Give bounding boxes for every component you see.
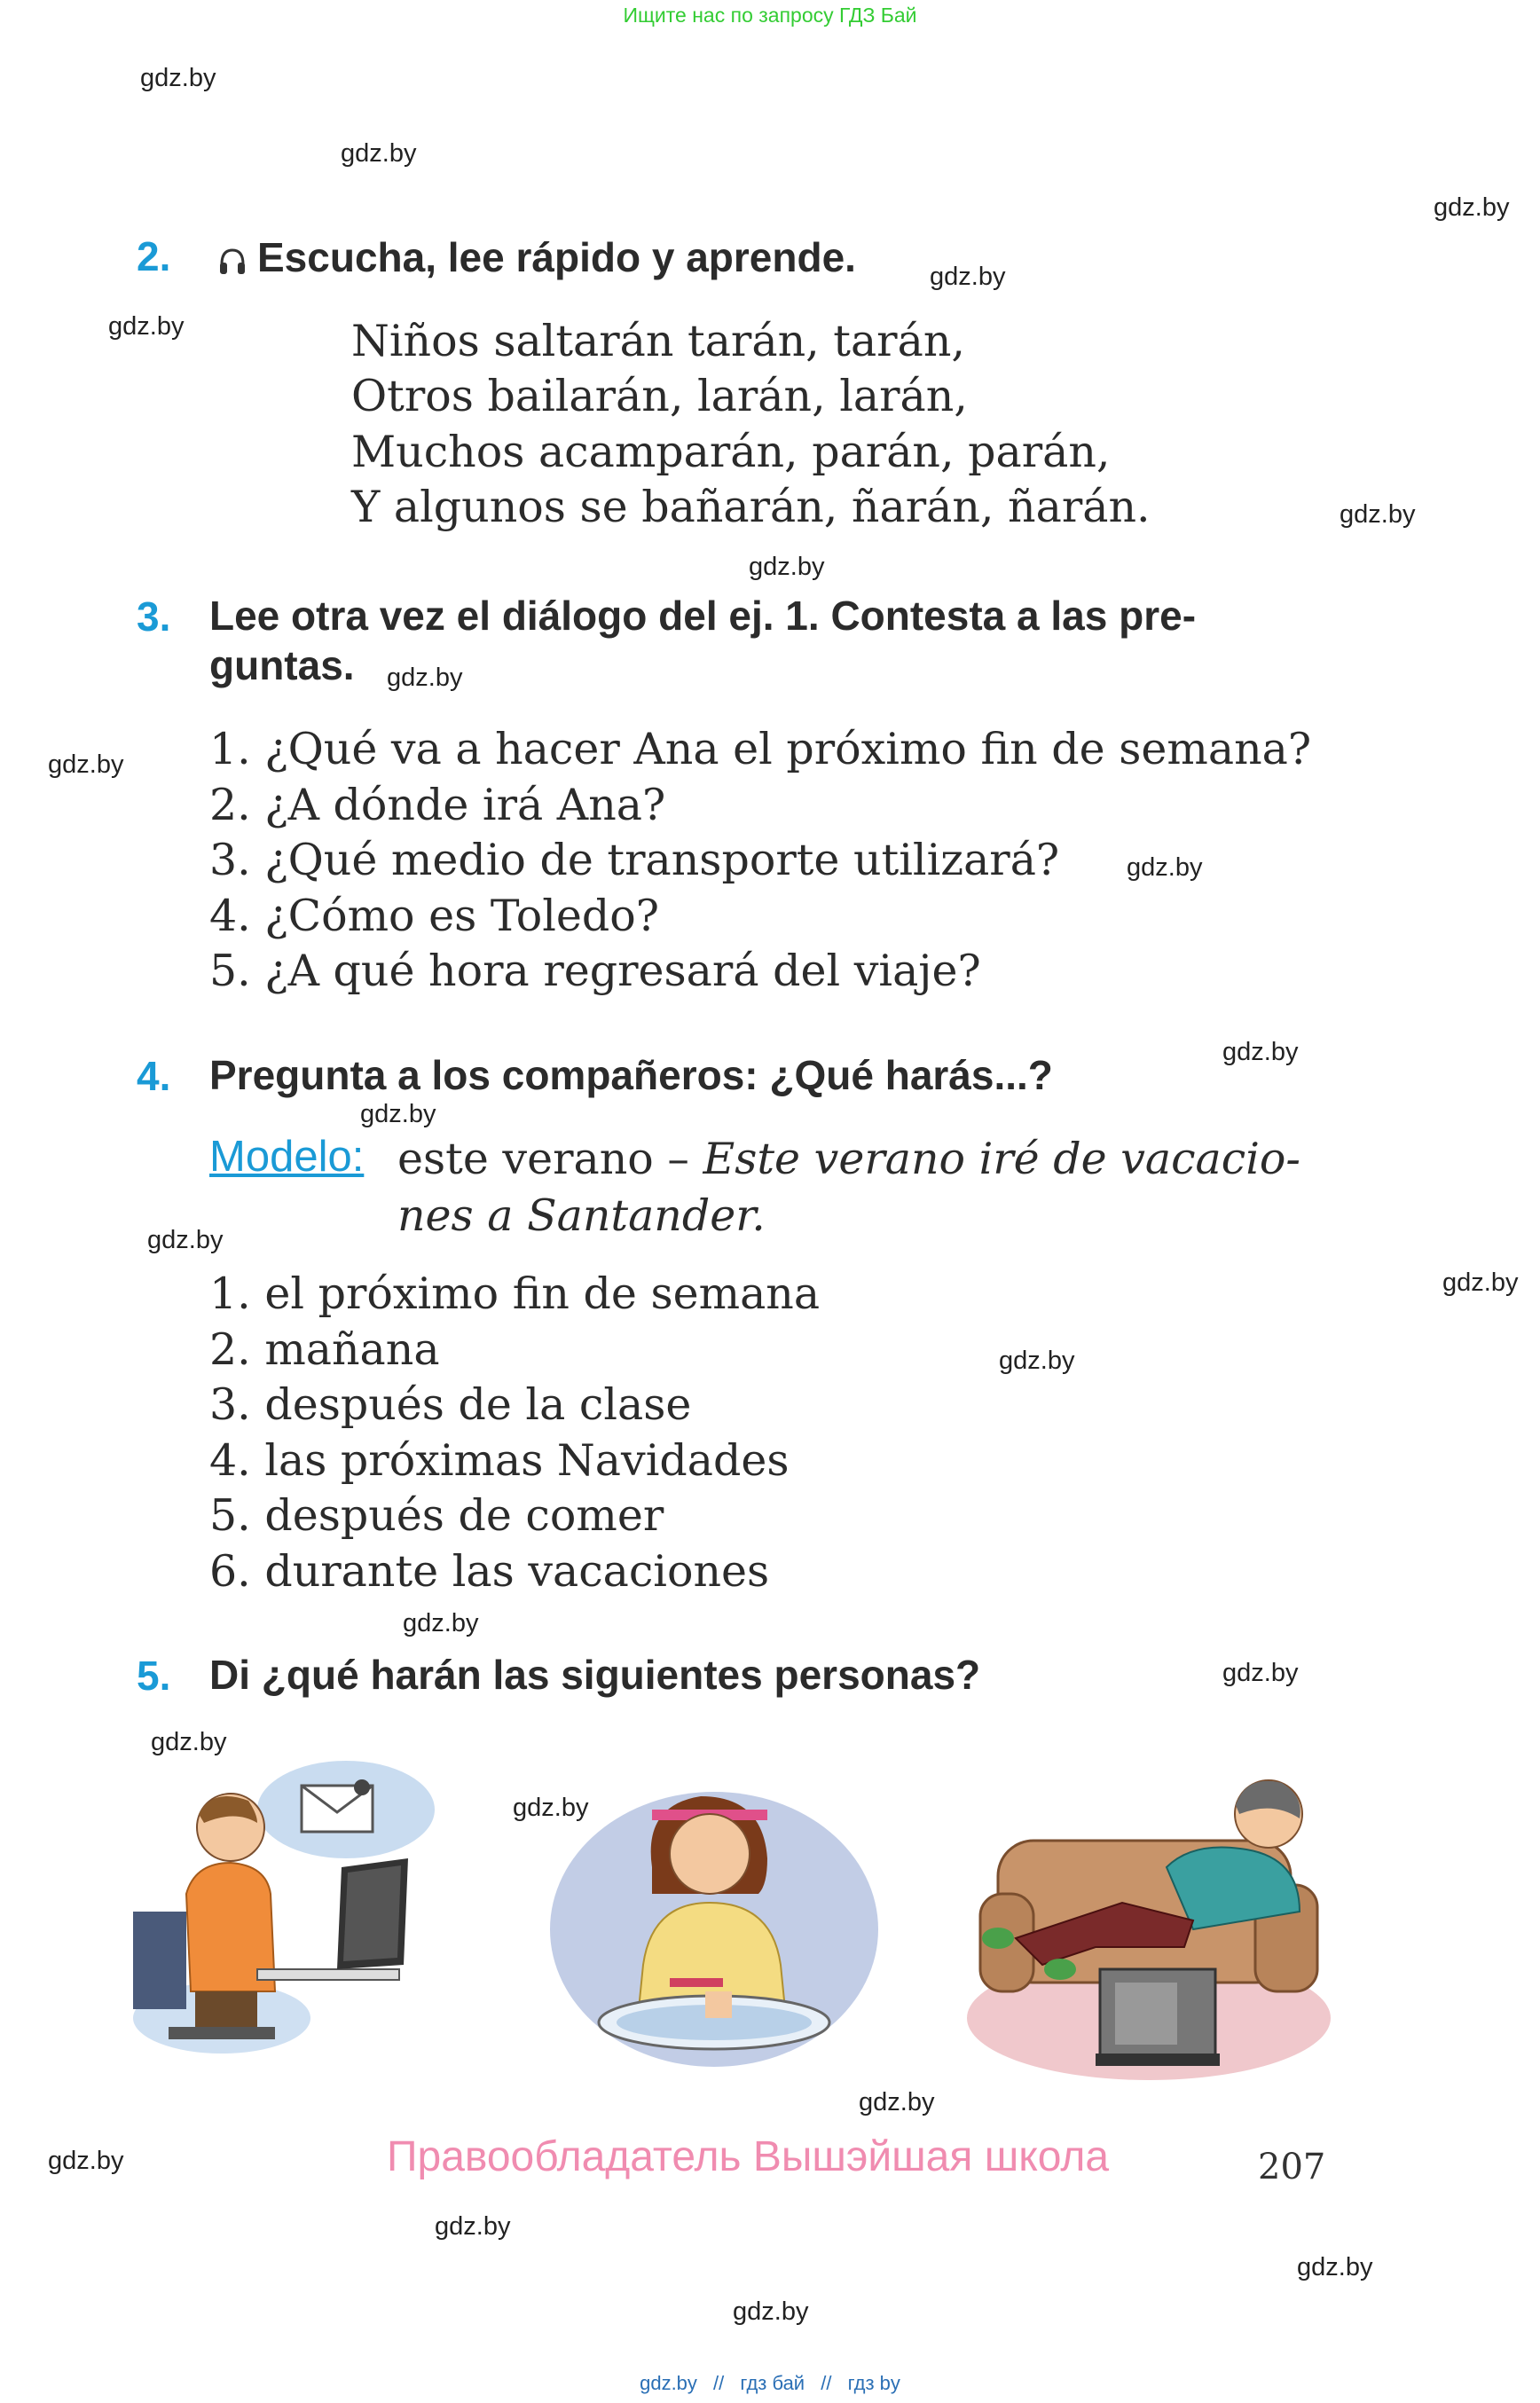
watermark: gdz.by: [48, 750, 124, 779]
question-item: 5. ¿A qué hora regresará del viaje?: [209, 946, 981, 996]
watermark: gdz.by: [341, 139, 417, 168]
poem-line: Y algunos se bañarán, ñarán, ñarán.: [351, 482, 1151, 532]
exercise-3-number: 3.: [137, 593, 171, 640]
question-item: 3. ¿Qué medio de transporte utilizará?: [209, 835, 1060, 885]
watermark: gdz.by: [147, 1226, 224, 1254]
separator: //: [713, 2372, 725, 2394]
exercise-4-title: Pregunta a los compañeros: ¿Qué harás...?: [209, 1052, 1053, 1098]
watermark: gdz.by: [1127, 853, 1203, 882]
model-prompt: este verano –: [397, 1134, 689, 1184]
watermark: gdz.by: [1297, 2253, 1373, 2281]
girl-brushing-teeth-illustration: [546, 1770, 883, 2071]
boy-computer-illustration: [124, 1761, 444, 2071]
poem-line: Otros bailarán, larán, larán,: [351, 371, 968, 421]
watermark: gdz.by: [513, 1794, 589, 1822]
phrase-item: 2. mañana: [209, 1324, 440, 1375]
watermark: gdz.by: [1442, 1268, 1519, 1297]
watermark: gdz.by: [108, 312, 185, 341]
exercise-5-title: Di ¿qué harán las siguientes personas?: [209, 1652, 981, 1698]
watermark: gdz.by: [360, 1100, 436, 1128]
watermark: gdz.by: [403, 1609, 479, 1637]
exercise-2-number: 2.: [137, 233, 171, 279]
exercise-5-number: 5.: [137, 1653, 171, 1699]
phrase-item: 5. después de comer: [209, 1490, 664, 1541]
boy-sofa-tv-illustration: [962, 1770, 1335, 2080]
headphones-icon: [218, 247, 247, 277]
watermark: gdz.by: [1222, 1659, 1299, 1687]
watermark: gdz.by: [1340, 500, 1416, 529]
page-number: 207: [1258, 2147, 1326, 2187]
exercise-2-title: Escucha, lee rápido y aprende.: [257, 234, 856, 280]
poem-line: Niños saltarán tarán, tarán,: [351, 316, 965, 366]
question-item: 1. ¿Qué va a hacer Ana el próximo fin de semana?: [209, 724, 1312, 774]
bottom-banner: [0, 2372, 1540, 2395]
watermark: gdz.by: [749, 553, 825, 581]
bottom-link[interactable]: gdz.by: [640, 2372, 697, 2394]
watermark: gdz.by: [140, 64, 216, 92]
bottom-link[interactable]: гдз by: [847, 2372, 900, 2394]
watermark: gdz.by: [930, 263, 1006, 291]
phrase-item: 3. después de la clase: [209, 1379, 692, 1430]
watermark: gdz.by: [999, 1347, 1075, 1375]
exercise-4-number: 4.: [137, 1053, 171, 1099]
question-item: 4. ¿Cómo es Toledo?: [209, 891, 660, 941]
separator: //: [821, 2372, 832, 2394]
watermark: gdz.by: [151, 1728, 227, 1756]
phrase-item: 1. el próximo fin de semana: [209, 1268, 821, 1319]
model-text: [397, 1134, 1300, 1184]
model-answer-line2: nes a Santander.: [397, 1190, 766, 1241]
model-answer-line1: Este verano iré de vacacio-: [703, 1134, 1300, 1184]
bottom-link[interactable]: гдз бай: [740, 2372, 805, 2394]
watermark: gdz.by: [435, 2212, 511, 2241]
phrase-item: 4. las próximas Navidades: [209, 1435, 790, 1486]
watermark: gdz.by: [387, 664, 463, 692]
top-banner[interactable]: Ищите нас по запросу ГДЗ Бай: [623, 4, 917, 27]
watermark: gdz.by: [859, 2088, 935, 2116]
watermark: gdz.by: [1222, 1038, 1299, 1066]
phrase-item: 6. durante las vacaciones: [209, 1546, 770, 1597]
question-item: 2. ¿A dónde irá Ana?: [209, 780, 666, 830]
copyright-notice: Правообладатель Вышэйшая школа: [387, 2133, 1110, 2180]
watermark: gdz.by: [48, 2147, 124, 2175]
model-label: Modelo:: [209, 1133, 365, 1181]
exercise-3-title-line1: Lee otra vez el diálogo del ej. 1. Contesta a las pre-: [209, 593, 1197, 639]
exercise-3-title-line2: guntas.: [209, 642, 355, 688]
watermark: gdz.by: [1434, 193, 1510, 222]
watermark: gdz.by: [733, 2297, 809, 2326]
poem-line: Muchos acamparán, parán, parán,: [351, 427, 1111, 477]
